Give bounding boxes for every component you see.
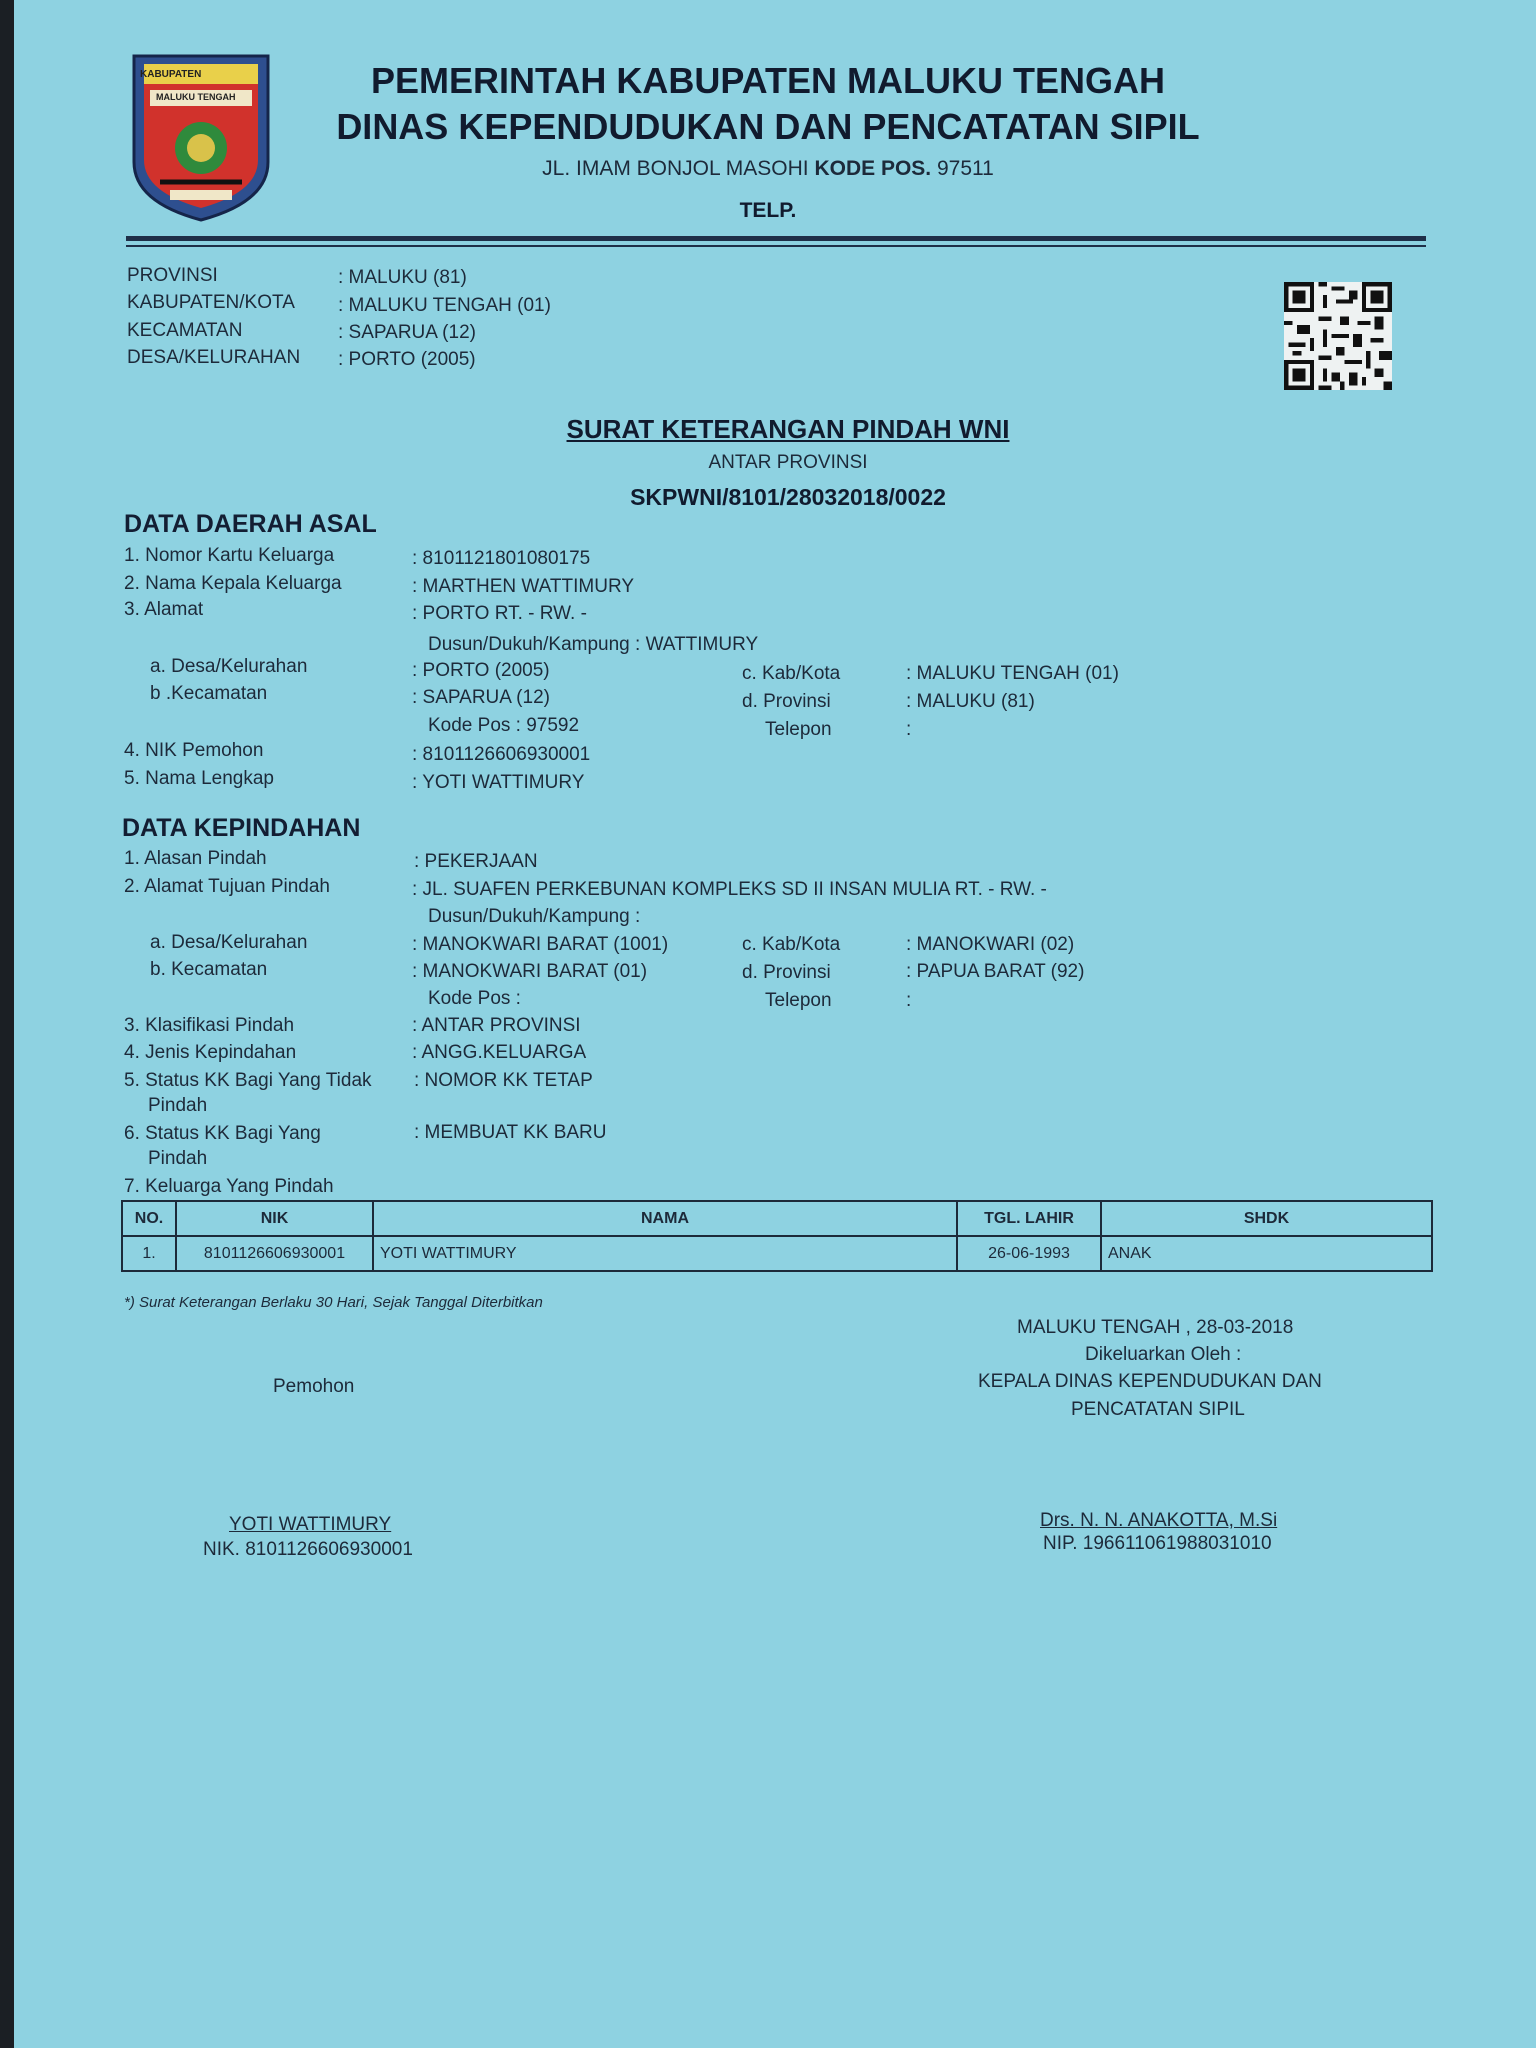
region-kabupaten-value: : MALUKU TENGAH (01) xyxy=(338,295,551,316)
pemohon-label: Pemohon xyxy=(273,1376,355,1397)
qr-code-icon xyxy=(1284,282,1392,390)
pindah-kec-value: : MANOKWARI BARAT (01) xyxy=(412,961,648,982)
official-title-1: KEPALA DINAS KEPENDUDUKAN DAN xyxy=(978,1371,1322,1392)
col-nik: NIK xyxy=(176,1201,373,1236)
col-shdk: SHDK xyxy=(1101,1201,1432,1236)
asal-nik-label: 4. NIK Pemohon xyxy=(124,740,264,761)
col-nama: NAMA xyxy=(373,1201,957,1236)
asal-prov-value: : MALUKU (81) xyxy=(906,691,1035,712)
pindah-status-tidak-value: : NOMOR KK TETAP xyxy=(414,1070,593,1091)
pindah-desa-value: : MANOKWARI BARAT (1001) xyxy=(412,934,669,955)
asal-nama-label: 5. Nama Lengkap xyxy=(124,768,274,789)
region-kecamatan-label: KECAMATAN xyxy=(127,320,243,341)
region-provinsi-value: : MALUKU (81) xyxy=(338,267,467,288)
official-nip: NIP. 196611061988031010 xyxy=(1043,1533,1272,1554)
asal-desa-label: a. Desa/Kelurahan xyxy=(150,656,308,677)
asal-nik-value: : 8101126606930001 xyxy=(412,744,591,765)
pindah-alasan-label: 1. Alasan Pindah xyxy=(124,848,267,869)
document-title-text: SURAT KETERANGAN PINDAH WNI xyxy=(566,414,1010,444)
cell-shdk: ANAK xyxy=(1101,1236,1432,1271)
region-desa-value: : PORTO (2005) xyxy=(338,349,476,370)
pindah-dusun: Dusun/Dukuh/Kampung : xyxy=(428,906,641,927)
pindah-jenis-value: : ANGG.KELUARGA xyxy=(412,1042,587,1063)
pindah-status-pindah-label: 6. Status KK Bagi Yang xyxy=(124,1123,321,1144)
header-address xyxy=(0,157,1536,181)
pindah-status-tidak-label: 5. Status KK Bagi Yang Tidak xyxy=(124,1070,372,1091)
pindah-tujuan-value: : JL. SUAFEN PERKEBUNAN KOMPLEKS SD II INSAN MULIA RT. - RW. - xyxy=(412,879,1047,900)
official-title-2: PENCATATAN SIPIL xyxy=(1071,1399,1245,1420)
region-kabupaten-label: KABUPATEN/KOTA xyxy=(127,292,295,313)
cell-nama: YOTI WATTIMURY xyxy=(373,1236,957,1271)
pindah-telp-value: : xyxy=(906,990,912,1011)
document-subtitle: ANTAR PROVINSI xyxy=(708,452,868,473)
asal-kec-value: : SAPARUA (12) xyxy=(412,687,550,708)
pindah-prov-label: d. Provinsi xyxy=(742,962,831,983)
table-row xyxy=(122,1236,1432,1271)
col-no: NO. xyxy=(122,1201,176,1236)
asal-kodepos: Kode Pos : 97592 xyxy=(428,715,580,736)
header-line-2: DINAS KEPENDUDUKAN DAN PENCATATAN SIPIL xyxy=(336,106,1200,147)
family-table xyxy=(121,1200,1433,1272)
col-tgl-lahir: TGL. LAHIR xyxy=(957,1201,1101,1236)
header-rule-thick xyxy=(126,236,1426,241)
asal-telp-value: : xyxy=(906,719,912,740)
asal-dusun: Dusun/Dukuh/Kampung : WATTIMURY xyxy=(428,634,759,655)
header-telp: TELP. xyxy=(739,199,797,222)
kode-pos-value: 97511 xyxy=(936,157,994,180)
section-pindah-heading: DATA KEPINDAHAN xyxy=(122,814,361,842)
asal-nama-value: : YOTI WATTIMURY xyxy=(412,772,585,793)
region-kecamatan-value: : SAPARUA (12) xyxy=(338,322,476,343)
pindah-prov-value: : PAPUA BARAT (92) xyxy=(906,961,1085,982)
asal-desa-value: : PORTO (2005) xyxy=(412,660,550,681)
document-title xyxy=(20,414,1536,445)
address-street: JL. IMAM BONJOL MASOHI xyxy=(542,157,809,180)
cell-no: 1. xyxy=(122,1236,176,1271)
asal-kepala-label: 2. Nama Kepala Keluarga xyxy=(124,573,342,594)
asal-kepala-value: : MARTHEN WATTIMURY xyxy=(412,576,635,597)
logo-text-band: MALUKU TENGAH xyxy=(156,92,236,102)
asal-alamat-label: 3. Alamat xyxy=(124,599,204,620)
pemohon-name: YOTI WATTIMURY xyxy=(229,1514,392,1535)
pindah-alasan-value: : PEKERJAAN xyxy=(414,851,538,872)
pindah-klas-label: 3. Klasifikasi Pindah xyxy=(124,1015,295,1036)
asal-kab-value: : MALUKU TENGAH (01) xyxy=(906,663,1119,684)
pindah-kodepos: Kode Pos : xyxy=(428,988,521,1009)
table-header-row xyxy=(122,1201,1432,1236)
section-asal-heading: DATA DAERAH ASAL xyxy=(124,510,377,538)
issued-by: Dikeluarkan Oleh : xyxy=(1085,1344,1242,1365)
header-rule-thin xyxy=(126,245,1426,247)
pindah-kec-label: b. Kecamatan xyxy=(150,959,268,980)
pemohon-nik: NIK. 8101126606930001 xyxy=(203,1539,413,1560)
place-date: MALUKU TENGAH , 28-03-2018 xyxy=(1017,1317,1294,1338)
pindah-jenis-label: 4. Jenis Kepindahan xyxy=(124,1042,297,1063)
pindah-status-pindah-label-2: Pindah xyxy=(148,1148,208,1169)
pindah-status-pindah-value: : MEMBUAT KK BARU xyxy=(414,1122,607,1143)
region-desa-label: DESA/KELURAHAN xyxy=(127,347,301,368)
pindah-keluarga-label: 7. Keluarga Yang Pindah xyxy=(124,1176,334,1197)
pindah-klas-value: : ANTAR PROVINSI xyxy=(412,1015,581,1036)
validity-note: *) Surat Keterangan Berlaku 30 Hari, Sejak Tanggal Diterbitkan xyxy=(124,1294,543,1311)
pindah-telp-label: Telepon xyxy=(765,990,832,1011)
asal-kk-label: 1. Nomor Kartu Keluarga xyxy=(124,545,335,566)
asal-kk-value: : 8101121801080175 xyxy=(412,548,591,569)
official-name: Drs. N. N. ANAKOTTA, M.Si xyxy=(1040,1510,1278,1531)
pindah-kab-value: : MANOKWARI (02) xyxy=(906,934,1075,955)
pindah-desa-label: a. Desa/Kelurahan xyxy=(150,932,308,953)
asal-alamat-value: : PORTO RT. - RW. - xyxy=(412,603,587,624)
pindah-status-tidak-label-2: Pindah xyxy=(148,1095,208,1116)
cell-nik: 8101126606930001 xyxy=(176,1236,373,1271)
region-provinsi-label: PROVINSI xyxy=(127,265,218,286)
document-number: SKPWNI/8101/28032018/0022 xyxy=(630,484,946,510)
asal-telp-label: Telepon xyxy=(765,719,832,740)
asal-kab-label: c. Kab/Kota xyxy=(742,663,841,684)
asal-kec-label: b .Kecamatan xyxy=(150,683,268,704)
cell-tgl-lahir: 26-06-1993 xyxy=(957,1236,1101,1271)
asal-prov-label: d. Provinsi xyxy=(742,691,831,712)
header-line-1: PEMERINTAH KABUPATEN MALUKU TENGAH xyxy=(371,60,1165,101)
pindah-tujuan-label: 2. Alamat Tujuan Pindah xyxy=(124,876,330,897)
kode-pos-label: KODE POS. xyxy=(814,157,932,180)
pindah-kab-label: c. Kab/Kota xyxy=(742,934,841,955)
logo-text-top: KABUPATEN xyxy=(140,69,202,80)
